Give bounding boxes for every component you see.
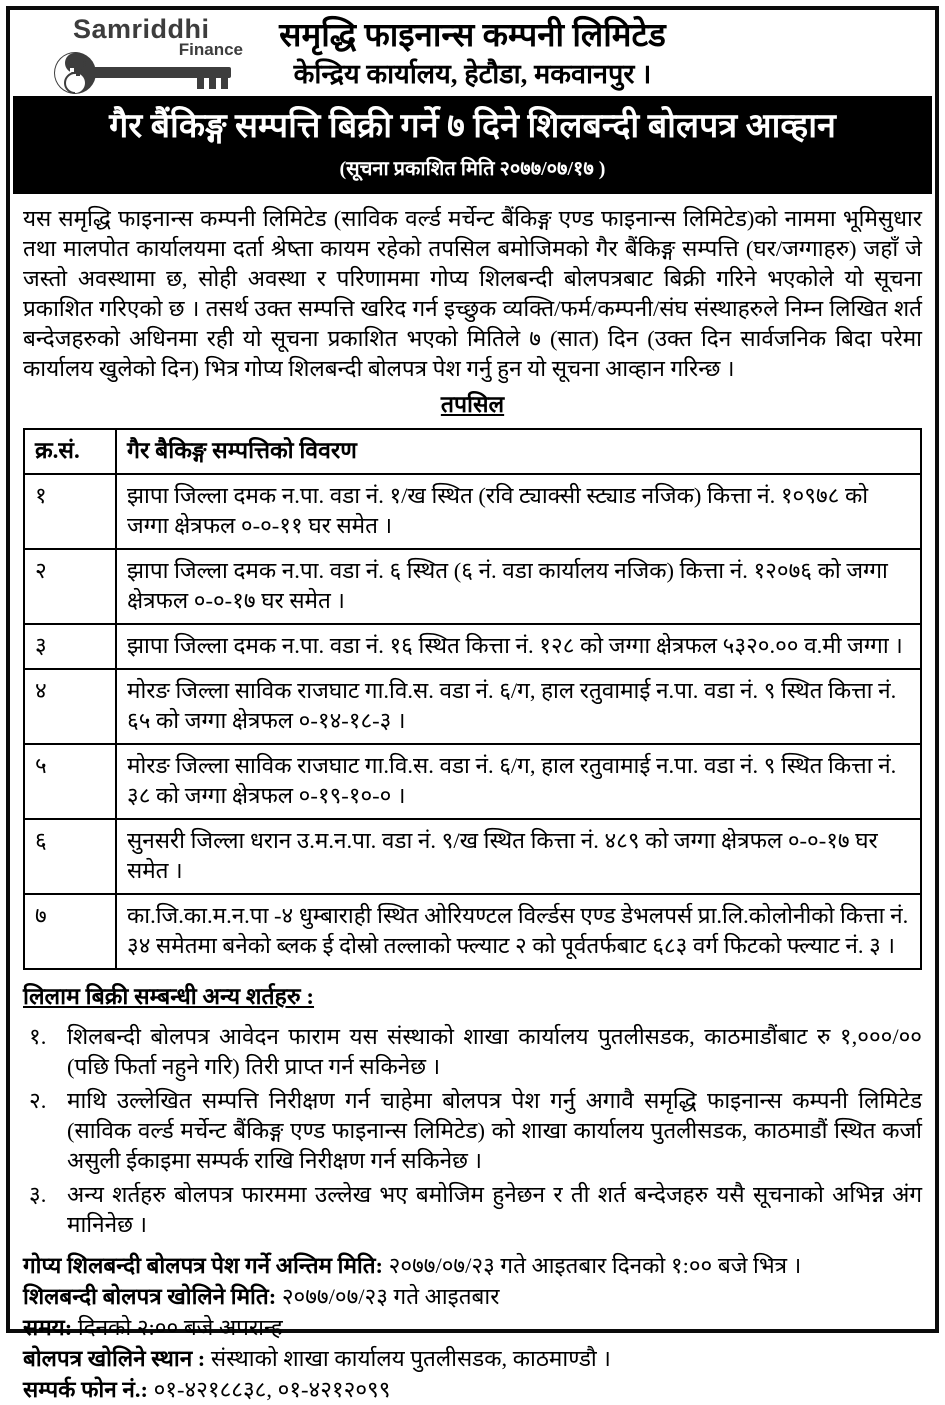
- footer-label: शिलबन्दी बोलपत्र खोलिने मिति:: [23, 1284, 277, 1309]
- row-sn: ३: [24, 624, 116, 669]
- company-logo: [53, 16, 249, 90]
- row-description: मोरङ जिल्ला साविक राजघाट गा.वि.स. वडा नं. ६/ग, हाल रतुवामाई न.पा. वडा नं. ९ स्थित कित्ता नं. ३८ को जग्गा क्षेत्रफल ०-१९-१०-० ।: [116, 744, 921, 819]
- term-item: [23, 1086, 922, 1176]
- footer-line-place: [23, 1343, 922, 1374]
- terms-heading: लिलाम बिक्री सम्बन्धी अन्य शर्तहरु :: [23, 984, 315, 1009]
- logo-text-finance: Finance: [178, 40, 243, 59]
- row-sn: ४: [24, 669, 116, 744]
- notice-title-banner: [13, 96, 932, 194]
- table-row: [24, 624, 921, 669]
- intro-paragraph: यस समृद्धि फाइनान्स कम्पनी लिमिटेड (साविक वर्ल्ड मर्चेन्ट बैंकिङ्ग एण्ड फाइनान्स लिमिटेड)को नाममा भूमिसुधार तथा मालपोत कार्यालयमा दर्ता श्रेष्ता कायम रहेको तपसिल बमोजिमको गैर बैंकिङ्ग सम्पत्ति (घर/जग्गाहरु) जहाँ जे जस्तो अवस्थामा छ, सोही अवस्था र परिणाममा गोप्य शिलबन्दी बोलपत्रबाट बिक्री गरिने भएकोले यो सूचना प्रकाशित गरिएको छ । तसर्थ उक्त सम्पत्ति खरिद गर्न इच्छुक व्यक्ति/फर्म/कम्पनी/संघ संस्थाहरुले निम्न लिखित शर्त बन्देजहरुको अधिनमा रही यो सूचना प्रकाशित भएको मितिले ७ (सात) दिन (उक्त दिन सार्वजनिक बिदा परेमा कार्यालय खुलेको दिन) भित्र गोप्य शिलबन्दी बोलपत्र पेश गर्नु हुन यो सूचना आव्हान गरिन्छ ।: [23, 206, 922, 381]
- table-row: [24, 669, 921, 744]
- row-description: सुनसरी जिल्ला धरान उ.म.न.पा. वडा नं. ९/ख स्थित कित्ता नं. ४८९ को जग्गा क्षेत्रफल ०-०-१७ घर समेत ।: [116, 819, 921, 894]
- key-icon: [53, 50, 237, 96]
- footer-label: गोप्य शिलबन्दी बोलपत्र पेश गर्ने अन्तिम मिति:: [23, 1253, 384, 1278]
- logo-text-samriddhi: Samriddhi: [73, 14, 210, 44]
- footer-value: २०७७/०७/२३ गते आइतबार दिनको १:०० बजे भित्र ।: [388, 1253, 802, 1278]
- term-text: माथि उल्लेखित सम्पत्ति निरीक्षण गर्न चाहेमा बोलपत्र पेश गर्नु अगावै समृद्धि फाइनान्स कम्पनी लिमिटेड (साविक वर्ल्ड मर्चेन्ट बैंकिङ्ग एण्ड फाइनान्स लिमिटेड) को शाखा कार्यालय पुतलीसडक, काठमाडौं स्थित कर्जा असुली ईकाइमा सम्पर्क राखि निरीक्षण गर्न सकिनेछ ।: [67, 1088, 922, 1173]
- notice-title: गैर बैंकिङ्ग सम्पत्ति बिक्री गर्ने ७ दिने शिलबन्दी बोलपत्र आव्हान: [109, 108, 836, 145]
- table-heading: तपसिल: [440, 392, 505, 417]
- row-description: मोरङ जिल्ला साविक राजघाट गा.वि.स. वडा नं. ६/ग, हाल रतुवामाई न.पा. वडा नं. ९ स्थित कित्ता नं. ६५ को जग्गा क्षेत्रफल ०-१४-१८-३ ।: [116, 669, 921, 744]
- footer-label: सम्पर्क फोन नं.:: [23, 1377, 148, 1402]
- footer-value: दिनको २:०० बजे अपरान्ह: [77, 1315, 283, 1340]
- row-sn: २: [24, 549, 116, 624]
- row-description: झापा जिल्ला दमक न.पा. वडा नं. १६ स्थित कित्ता नं. १२८ को जग्गा क्षेत्रफल ५३२०.०० व.मी जग्गा ।: [116, 624, 921, 669]
- term-text: शिलबन्दी बोलपत्र आवेदन फाराम यस संस्थाको शाखा कार्यालय पुतलीसडक, काठमाडौंबाट रु १,०००/०० (पछि फिर्ता नहुने गरि) तिरी प्राप्त गर्न सकिनेछ ।: [67, 1024, 922, 1079]
- footer-line-opening-date: [23, 1281, 922, 1312]
- table-row: [24, 549, 921, 624]
- term-number: १.: [29, 1024, 47, 1049]
- table-header-row: [24, 429, 921, 474]
- row-description: झापा जिल्ला दमक न.पा. वडा नं. ६ स्थित (६ नं. वडा कार्यालय नजिक) कित्ता नं. १२०७६ को जग्गा क्षेत्रफल ०-०-१७ घर समेत ।: [116, 549, 921, 624]
- footer-line-phone: [23, 1374, 922, 1405]
- row-sn: ६: [24, 819, 116, 894]
- table-row: [24, 474, 921, 549]
- row-sn: ७: [24, 894, 116, 969]
- row-description: का.जि.का.म.न.पा -४ धुम्बाराही स्थित ओरियण्टल विर्ल्डस एण्ड डेभलपर्स प्रा.लि.कोलोनीको कित्ता नं. ३४ समेतमा बनेको ब्लक ई दोस्रो तल्लाको फ्ल्याट २ को पूर्वतर्फबाट ६८३ वर्ग फिटको फ्ल्याट नं. ३ ।: [116, 894, 921, 969]
- published-date-line: (सूचना प्रकाशित मिति २०७७/०७/१७ ): [339, 158, 606, 180]
- row-description: झापा जिल्ला दमक न.पा. वडा नं. १/ख स्थित (रवि ट्याक्सी स्ट्याड नजिक) कित्ता नं. १०९७८ को जग्गा क्षेत्रफल ०-०-११ घर समेत ।: [116, 474, 921, 549]
- term-item: [23, 1180, 922, 1240]
- table-row: [24, 819, 921, 894]
- table-row: [24, 894, 921, 969]
- term-item: [23, 1022, 922, 1082]
- term-number: ३.: [29, 1182, 47, 1207]
- footer-label: बोलपत्र खोलिने स्थान :: [23, 1346, 206, 1371]
- table-row: [24, 744, 921, 819]
- footer-label: समय:: [23, 1315, 73, 1340]
- footer-details: [23, 1250, 922, 1405]
- footer-line-time: [23, 1312, 922, 1343]
- row-sn: १: [24, 474, 116, 549]
- company-address: केन्द्रिय कार्यालय, हेटौडा, मकवानपुर ।: [293, 59, 652, 89]
- column-header-sn: क्र.सं.: [24, 429, 116, 474]
- footer-line-deadline: [23, 1250, 922, 1281]
- company-name: समृद्धि फाइनान्स कम्पनी लिमिटेड: [279, 18, 666, 54]
- terms-list: [23, 1022, 922, 1240]
- term-number: २.: [29, 1088, 47, 1113]
- row-sn: ५: [24, 744, 116, 819]
- term-text: अन्य शर्तहरु बोलपत्र फारममा उल्लेख भए बमोजिम हुनेछन र ती शर्त बन्देजहरु यसै सूचनाको अभिन्न अंग मानिनेछ ।: [67, 1182, 922, 1237]
- footer-value: ०१-४२१८८३८, ०१-४२१२०९९: [153, 1377, 391, 1402]
- header: [23, 10, 922, 94]
- column-header-description: गैर बैकिङ्ग सम्पत्तिको विवरण: [116, 429, 921, 474]
- notice-page: [6, 6, 939, 1402]
- property-table: [23, 428, 922, 970]
- footer-value: २०७७/०७/२३ गते आइतबार: [281, 1284, 500, 1309]
- footer-value: संस्थाको शाखा कार्यालय पुतलीसडक, काठमाण्डौ ।: [210, 1346, 611, 1371]
